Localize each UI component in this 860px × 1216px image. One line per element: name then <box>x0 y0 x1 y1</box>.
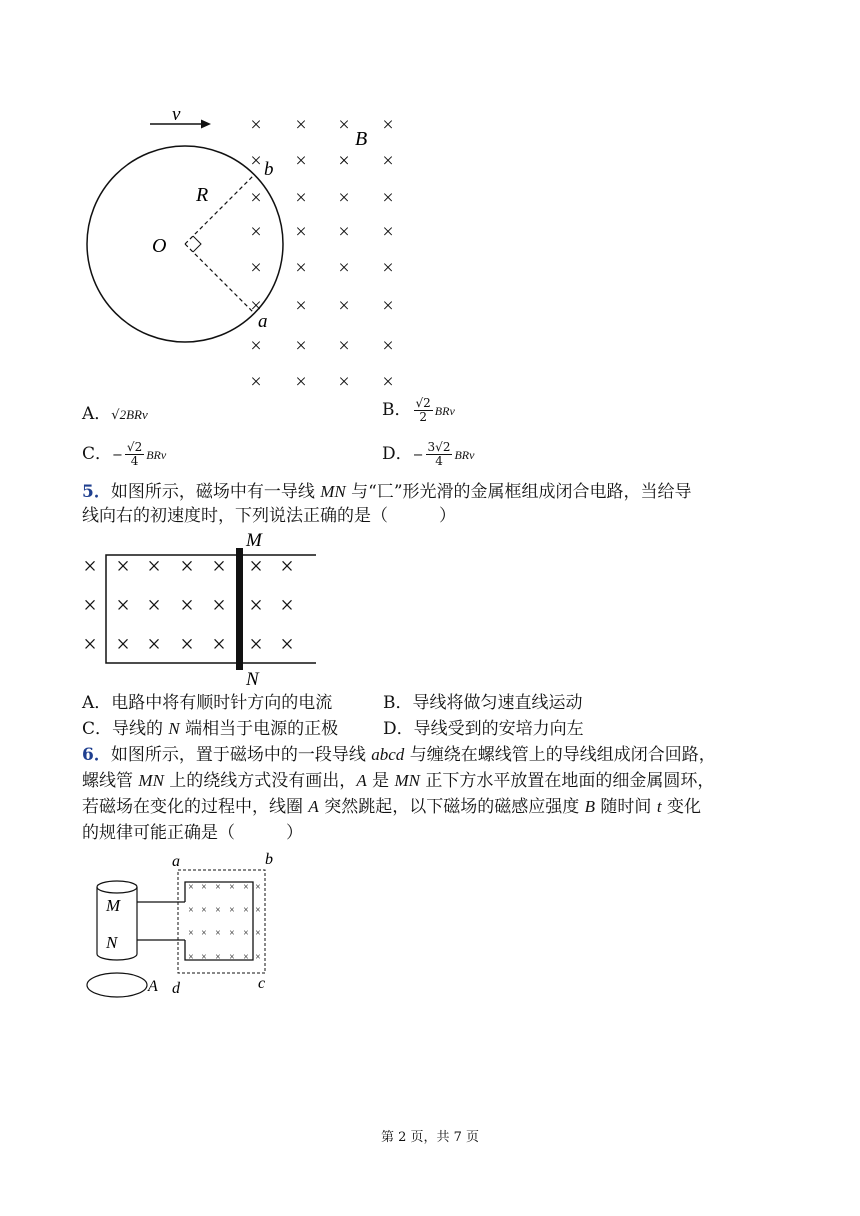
field-cross: × <box>250 114 262 136</box>
field-cross: × <box>201 928 207 939</box>
stem-text: 的规律可能正确是（ ） <box>82 823 303 843</box>
field-cross: × <box>338 221 350 243</box>
question-number: 5． <box>82 482 111 502</box>
stem-italic: A <box>356 771 367 790</box>
field-cross: × <box>188 928 194 939</box>
field-cross: × <box>83 632 97 658</box>
field-cross: × <box>250 335 262 357</box>
field-cross: × <box>116 593 130 619</box>
label-b: b <box>265 851 273 868</box>
field-cross: × <box>250 221 262 243</box>
field-cross: × <box>382 257 394 279</box>
field-cross: × <box>382 187 394 209</box>
option-letter: C． <box>82 444 113 464</box>
label-M: M <box>246 530 262 551</box>
field-cross: × <box>180 554 194 580</box>
field-cross: × <box>180 632 194 658</box>
field-cross: × <box>212 593 226 619</box>
fraction-numerator: √2 <box>415 396 431 410</box>
field-cross: × <box>280 632 294 658</box>
stem-text: 螺线管 <box>82 771 139 791</box>
field-cross: × <box>229 928 235 939</box>
field-cross: × <box>338 187 350 209</box>
option-text: C．导线的 <box>82 719 169 739</box>
field-cross: × <box>382 150 394 172</box>
field-cross: × <box>201 952 207 963</box>
q5-option-b[interactable] <box>383 692 583 714</box>
velocity-arrowhead <box>201 120 211 129</box>
magnetic-field-crosses <box>188 882 261 963</box>
metal-ring-A <box>87 973 147 997</box>
stem-italic: B <box>584 797 595 816</box>
field-cross: × <box>382 371 394 390</box>
q5-stem-line1 <box>82 481 692 503</box>
stem-text: 是 <box>366 771 395 791</box>
solenoid-bottom <box>97 954 137 960</box>
label-c: c <box>258 975 266 992</box>
field-cross: × <box>255 928 261 939</box>
label-a: a <box>172 853 180 870</box>
field-cross: × <box>382 335 394 357</box>
fraction-denominator: 2 <box>419 410 427 424</box>
stem-text: 正下方水平放置在地面的细金属圆环， <box>420 771 715 791</box>
field-cross: × <box>280 593 294 619</box>
conductor-mn <box>236 548 243 670</box>
q5-stem-line2 <box>82 505 456 527</box>
fraction-numerator: 3√2 <box>427 440 451 454</box>
field-cross: × <box>250 150 262 172</box>
field-cross: × <box>255 882 261 893</box>
field-cross: × <box>295 114 307 136</box>
stem-text: 变化 <box>661 797 701 817</box>
field-cross: × <box>255 905 261 916</box>
field-cross: × <box>295 335 307 357</box>
label-a: a <box>258 311 268 332</box>
field-cross: × <box>295 150 307 172</box>
field-cross: × <box>280 554 294 580</box>
field-cross: × <box>116 632 130 658</box>
page-number-text: 第 2 页，共 7 页 <box>380 1130 480 1145</box>
stem-italic: MN <box>394 771 421 790</box>
field-cross: × <box>249 554 263 580</box>
label-B: B <box>355 128 368 150</box>
field-cross: × <box>250 371 262 390</box>
field-cross: × <box>338 371 350 390</box>
field-cross: × <box>229 905 235 916</box>
fraction <box>414 397 433 424</box>
field-cross: × <box>338 335 350 357</box>
option-a-text: 2BRv <box>119 407 148 422</box>
page-footer <box>0 1126 860 1145</box>
field-cross: × <box>215 882 221 893</box>
fraction-numerator: √2 <box>126 440 143 454</box>
q6-stem-line2 <box>82 770 714 792</box>
field-cross: × <box>116 554 130 580</box>
label-A: A <box>148 978 158 995</box>
field-cross: × <box>147 554 161 580</box>
stem-italic: MN <box>320 482 346 501</box>
field-cross: × <box>295 221 307 243</box>
q6-stem-line3 <box>82 796 701 818</box>
field-cross: × <box>295 257 307 279</box>
field-cross: × <box>255 952 261 963</box>
field-cross: × <box>212 632 226 658</box>
field-cross: × <box>180 593 194 619</box>
label-N: N <box>106 933 118 952</box>
field-cross: × <box>243 882 249 893</box>
field-cross: × <box>229 952 235 963</box>
q6-stem-line1 <box>82 744 716 766</box>
field-cross: × <box>215 952 221 963</box>
radius-oa <box>185 244 254 313</box>
option-letter: A． <box>82 404 112 424</box>
field-cross: × <box>201 905 207 916</box>
question-number: 6． <box>82 745 111 765</box>
option-a-text: A．电路中将有顺时针方向的电流 <box>82 693 333 713</box>
label-O: O <box>152 235 167 257</box>
option-italic: N <box>168 719 180 738</box>
field-cross: × <box>250 257 262 279</box>
label-v: v <box>172 104 181 125</box>
q5-option-c[interactable] <box>82 718 338 740</box>
q5-option-d[interactable] <box>383 718 584 740</box>
field-cross: × <box>147 593 161 619</box>
field-cross: × <box>249 632 263 658</box>
field-cross: × <box>338 114 350 136</box>
fraction <box>125 441 144 468</box>
q4-option-a[interactable] <box>82 403 148 427</box>
option-letter: D． <box>382 444 413 464</box>
option-text: 端相当于电源的正极 <box>179 719 339 739</box>
stem-text: 随时间 <box>595 797 657 817</box>
option-b-text: B．导线将做匀速直线运动 <box>383 693 583 713</box>
field-cross: × <box>188 952 194 963</box>
field-cross: × <box>229 882 235 893</box>
fraction <box>426 441 453 468</box>
field-cross: × <box>338 295 350 317</box>
q4-option-d[interactable] <box>382 441 474 468</box>
field-cross: × <box>295 371 307 390</box>
field-cross: × <box>215 928 221 939</box>
stem-italic: t <box>656 797 662 816</box>
right-angle-mark <box>193 236 201 252</box>
solenoid-top <box>97 881 137 893</box>
stem-text: 若磁场在变化的过程中，线圈 <box>82 797 309 817</box>
q6-stem-line4 <box>82 822 303 844</box>
field-cross: × <box>243 952 249 963</box>
field-cross: × <box>83 593 97 619</box>
label-b: b <box>264 159 274 180</box>
field-cross: × <box>215 905 221 916</box>
stem-italic: abcd <box>371 745 405 764</box>
field-cross: × <box>243 928 249 939</box>
stem-text: 线向右的初速度时，下列说法正确的是（ ） <box>82 506 456 526</box>
label-R: R <box>196 184 209 206</box>
fraction-denominator: 4 <box>130 454 139 468</box>
stem-italic: MN <box>138 771 164 790</box>
field-cross: × <box>147 632 161 658</box>
option-tail: BRv <box>454 448 475 462</box>
field-cross: × <box>295 187 307 209</box>
field-cross: × <box>382 114 394 136</box>
stem-text: 突然跳起，以下磁场的磁感应强度 <box>318 797 585 817</box>
option-letter: B． <box>382 400 412 420</box>
field-cross: × <box>338 150 350 172</box>
q5-option-a[interactable] <box>82 692 332 714</box>
field-cross: × <box>201 882 207 893</box>
magnetic-field-crosses <box>83 554 294 658</box>
field-cross: × <box>83 554 97 580</box>
minus-sign: − <box>112 448 123 463</box>
figure-rail-circuit <box>76 526 326 688</box>
option-d-text: D．导线受到的安培力向左 <box>383 719 584 739</box>
q4-option-b[interactable] <box>382 397 455 424</box>
option-tail: BRv <box>434 404 455 418</box>
field-cross: × <box>212 554 226 580</box>
fraction-denominator: 4 <box>435 454 443 468</box>
minus-sign: − <box>412 448 424 463</box>
stem-italic: A <box>308 797 319 816</box>
field-cross: × <box>249 593 263 619</box>
stem-text: 与“匸”形光滑的金属框组成闭合电路，当给导 <box>345 482 692 502</box>
field-cross: × <box>243 905 249 916</box>
magnetic-field-crosses <box>250 114 393 390</box>
field-cross: × <box>338 257 350 279</box>
stem-text: 与缠绕在螺线管上的导线组成闭合回路， <box>404 745 716 765</box>
label-N: N <box>246 669 259 688</box>
q4-option-c[interactable] <box>82 441 166 468</box>
stem-text: 如图所示，置于磁场中的一段导线 <box>110 745 372 765</box>
option-tail: BRv <box>146 448 167 462</box>
field-cross: × <box>188 905 194 916</box>
label-d: d <box>172 980 180 997</box>
label-M: M <box>106 896 121 915</box>
field-cross: × <box>382 221 394 243</box>
wire-loop-abcd <box>185 882 253 960</box>
field-cross: × <box>250 187 262 209</box>
sqrt-symbol: √ <box>111 408 120 423</box>
field-cross: × <box>295 295 307 317</box>
field-cross: × <box>382 295 394 317</box>
figure-solenoid-circuit <box>80 848 290 998</box>
stem-text: 如图所示，磁场中有一导线 <box>110 482 321 502</box>
figure-circle-in-field <box>80 100 420 390</box>
stem-text: 上的绕线方式没有画出， <box>163 771 357 791</box>
field-cross: × <box>250 295 262 317</box>
field-cross: × <box>188 882 194 893</box>
